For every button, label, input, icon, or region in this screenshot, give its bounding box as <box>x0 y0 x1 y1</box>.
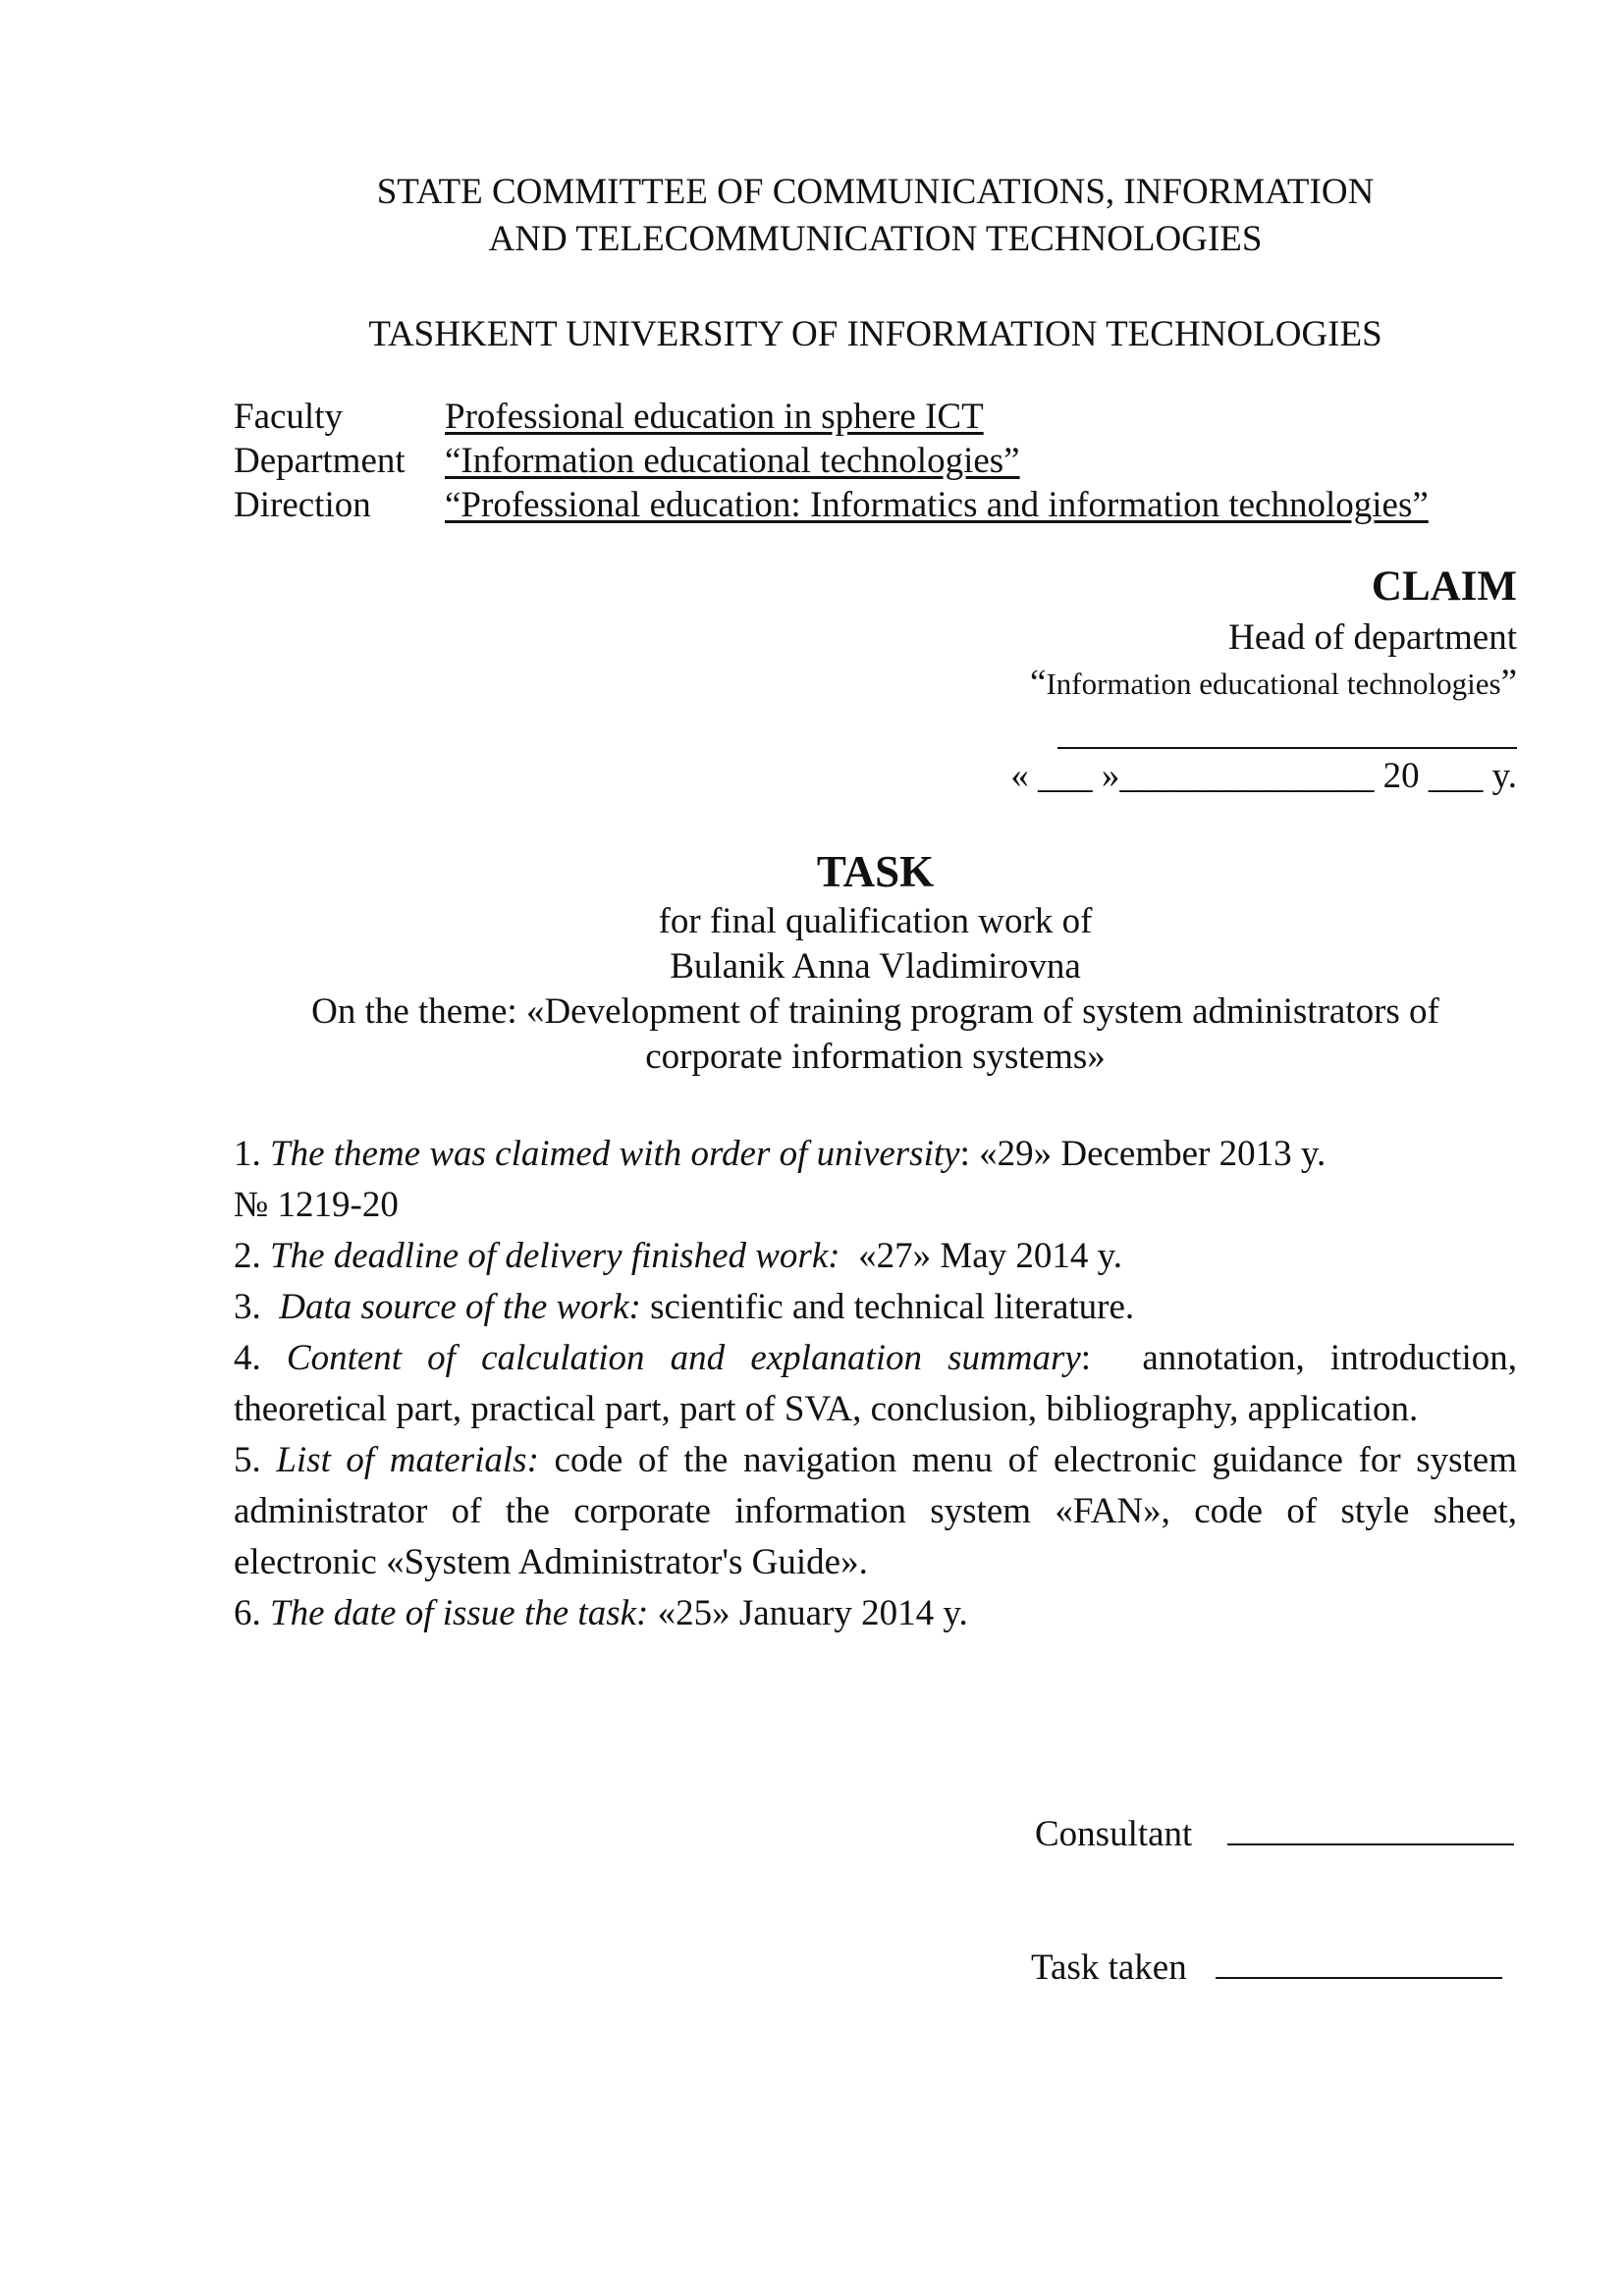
task-theme-line-1: On the theme: «Development of training program of system administrators of <box>311 991 1439 1032</box>
committee-header <box>234 169 1517 263</box>
task-items <box>234 1129 1517 1639</box>
task-taken-label: Task taken <box>1031 1948 1187 1988</box>
info-row-faculty <box>234 395 1429 439</box>
task-item: 6. The date of issue the task: «25» January 2014 y. <box>234 1593 968 1633</box>
task-item-text: «29» December 2013 y. <box>979 1134 1326 1174</box>
task-item-text: scientific and technical literature. <box>650 1287 1135 1327</box>
task-item: 5. List of materials: code of the navigation menu of electronic guidance for system administrator of the corporate information system «FAN», code of style sheet, electronic «System Administrator's Guide». <box>234 1440 1518 1582</box>
task-taken-signature-line <box>1216 1949 1502 1979</box>
task-title: TASK <box>816 847 935 896</box>
info-value: “Professional education: Informatics and information technologies” <box>445 485 1429 525</box>
claim-title: CLAIM <box>1371 563 1517 610</box>
task-item-label: The date of issue the task: <box>270 1593 649 1633</box>
task-item: 3. Data source of the work: scientific and technical literature. <box>234 1287 1135 1327</box>
task-student: Bulanik Anna Vladimirovna <box>670 946 1081 987</box>
info-row-department <box>234 439 1429 483</box>
task-block <box>234 844 1517 1080</box>
task-item: 1. The theme was claimed with order of university: «29» December 2013 y. <box>234 1134 1326 1174</box>
task-item-order-number <box>234 1180 1517 1231</box>
university-name: TASHKENT UNIVERSITY OF INFORMATION TECHNOLOGIES <box>368 314 1382 354</box>
claim-head: Head of department <box>1228 617 1517 658</box>
task-item-text: annotation, introduction, theoretical part, practical part, part of SVA, conclusion, bibliography, application. <box>234 1338 1518 1429</box>
committee-line-2: AND TELECOMMUNICATION TECHNOLOGIES <box>488 219 1263 259</box>
claim-signature-line <box>1057 708 1517 749</box>
consultant-signature-line <box>1227 1816 1514 1845</box>
task-item-text: «25» January 2014 y. <box>657 1593 968 1633</box>
info-value: “Information educational technologies” <box>445 441 1020 481</box>
task-item-label: The deadline of delivery finished work: <box>270 1236 840 1276</box>
task-item-label: The theme was claimed with order of university <box>270 1134 960 1174</box>
info-label: Direction <box>234 485 371 525</box>
consultant-label: Consultant <box>1035 1814 1193 1854</box>
task-taken-signature <box>1031 1946 1502 1991</box>
task-item-label: List of materials: <box>276 1440 539 1480</box>
task-item-text: code of the navigation menu of electronic guidance for system administrator of the corporate information system «FAN», code of style sheet, electronic «System Administrator's Guide». <box>234 1440 1518 1582</box>
claim-department <box>830 662 1517 706</box>
info-row-direction <box>234 483 1429 527</box>
info-table <box>234 395 1429 527</box>
task-theme-line-2: corporate information systems» <box>645 1037 1106 1077</box>
task-item: 2. The deadline of delivery finished work: «27» May 2014 y. <box>234 1236 1122 1276</box>
claim-block <box>830 560 1517 804</box>
quote-open: “ <box>1030 663 1047 703</box>
task-item: 4. Content of calculation and explanation summary: annotation, introduction, theoretical part, practical part, part of SVA, conclusion, bibliography, application. <box>234 1338 1518 1429</box>
task-item-text: «27» May 2014 y. <box>858 1236 1122 1276</box>
task-item-label: Data source of the work: <box>279 1287 641 1327</box>
info-value: Professional education in sphere ICT <box>445 397 984 437</box>
claim-department-name: Information educational technologies <box>1046 667 1501 701</box>
claim-date: « ___ »______________ 20 ___ y. <box>1010 756 1517 796</box>
info-label: Department <box>234 441 406 481</box>
committee-line-1: STATE COMMITTEE OF COMMUNICATIONS, INFORMATION <box>376 172 1375 212</box>
consultant-signature <box>1035 1812 1514 1857</box>
task-line-1: for final qualification work of <box>658 901 1093 941</box>
task-item-label: Content of calculation and explanation summary <box>286 1338 1081 1378</box>
info-label: Faculty <box>234 397 343 437</box>
quote-close: ” <box>1500 663 1517 703</box>
task-item-text: № 1219-20 <box>234 1185 399 1225</box>
